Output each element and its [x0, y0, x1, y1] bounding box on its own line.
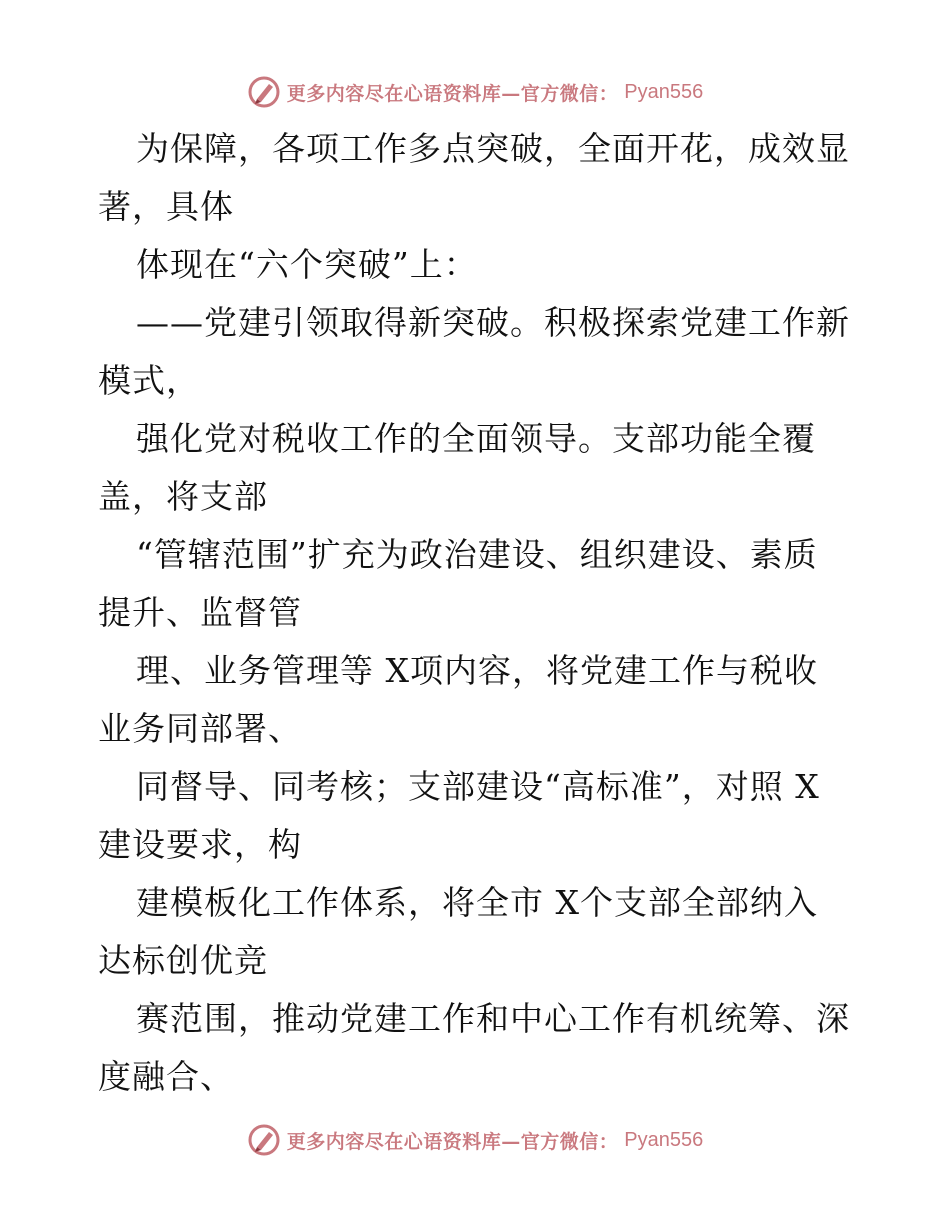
paragraph-line: 为保障，各项工作多点突破，全面开花，成效显 — [136, 129, 850, 168]
paragraph-line: 同督导、同考核；支部建设“高标准”，对照 X — [136, 767, 820, 806]
banner-text: 更多内容尽在心语资料库—官方微信： — [286, 82, 619, 105]
paragraph-line: 赛范围，推动党建工作和中心工作有机统筹、深 — [136, 999, 850, 1038]
paragraph-line: 建模板化工作体系，将全市 X个支部全部纳入 — [136, 883, 818, 922]
document-body — [98, 120, 858, 1106]
paragraph-line: 提升、监督管 — [98, 593, 302, 632]
paragraph-line: 达标创优竞 — [98, 941, 268, 980]
paragraph-line: 模式， — [98, 361, 200, 400]
paragraph-line: 理、业务管理等 X项内容，将党建工作与税收 — [136, 651, 818, 690]
banner-wechat-id: Pyan556 — [624, 80, 704, 103]
paragraph-line: 建设要求，构 — [98, 825, 302, 864]
header-watermark-banner — [0, 72, 950, 112]
paragraph-line: “管辖范围”扩充为政治建设、组织建设、素质 — [136, 535, 818, 574]
pen-logo-icon — [247, 1123, 281, 1157]
paragraph-line: 度融合、 — [98, 1057, 234, 1096]
footer-watermark-banner — [0, 1120, 950, 1160]
paragraph-line: 强化党对税收工作的全面领导。支部功能全覆 — [136, 419, 816, 458]
paragraph-line: ——党建引领取得新突破。积极探索党建工作新 — [136, 303, 850, 342]
paragraph-line: 盖，将支部 — [98, 477, 268, 516]
paragraph-line: 业务同部署、 — [98, 709, 302, 748]
banner-wechat-id: Pyan556 — [624, 1128, 704, 1151]
paragraph-line: 体现在“六个突破”上： — [136, 245, 478, 284]
pen-logo-icon — [247, 75, 281, 109]
paragraph-line: 著，具体 — [98, 187, 234, 226]
banner-text: 更多内容尽在心语资料库—官方微信： — [286, 1130, 619, 1153]
